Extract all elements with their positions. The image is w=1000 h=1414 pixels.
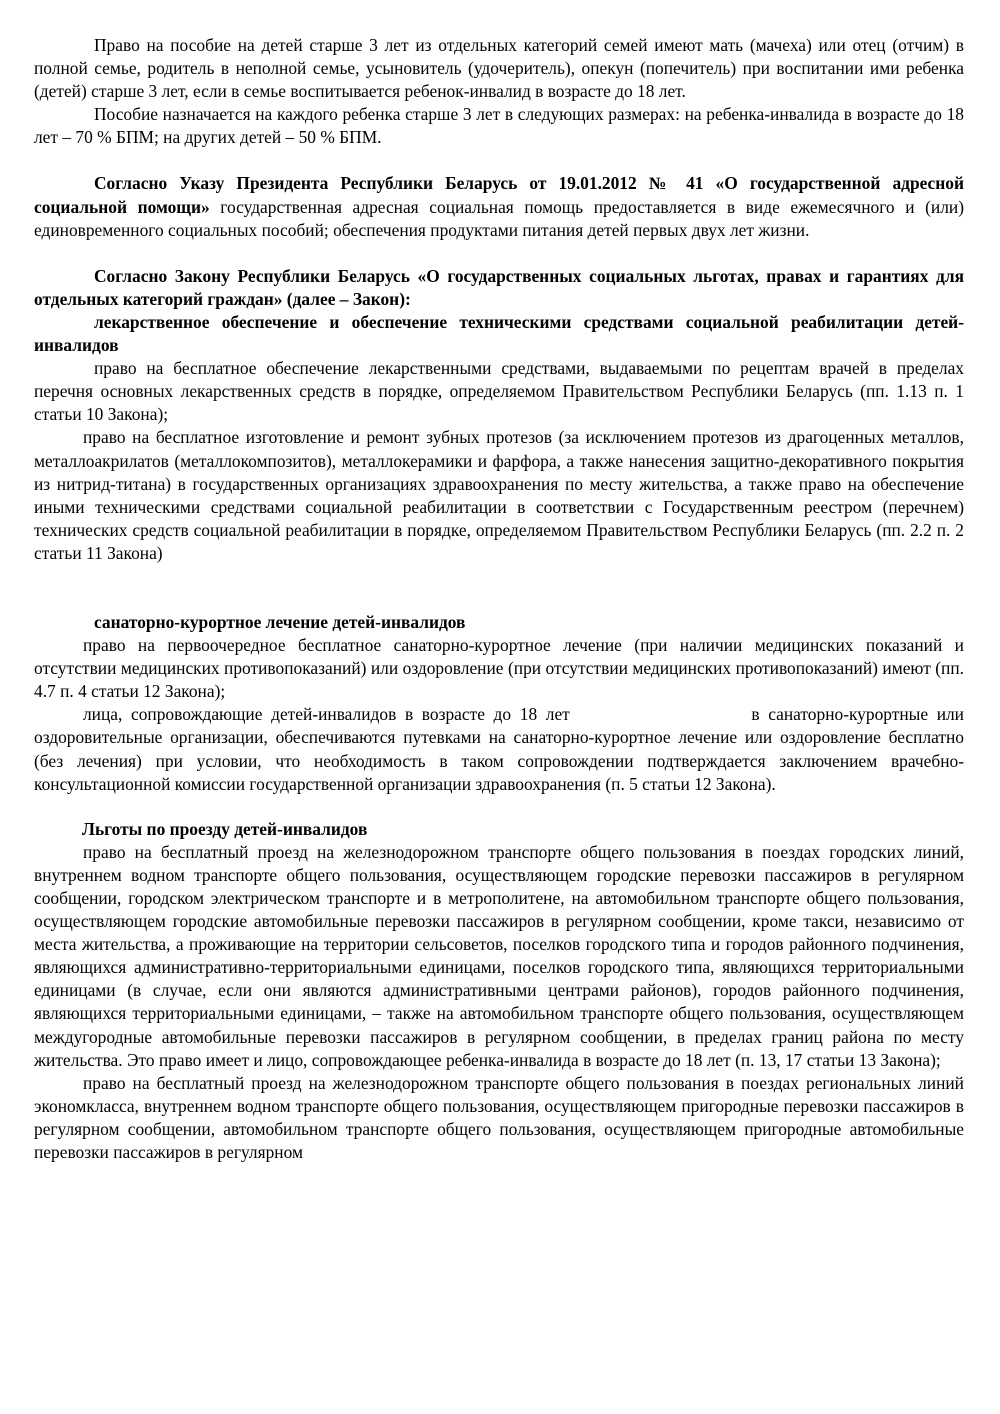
document-page	[34, 34, 969, 1164]
section-heading-sanatorium: санаторно-курортное лечение детей-инвалидов	[94, 611, 466, 632]
section-heading-travel: Льготы по проезду детей-инвалидов	[82, 818, 368, 839]
paragraph-regional-travel: право на бесплатный проезд на железнодорожном транспорте общего пользования в поездах региональных линий экономкласса, внутреннем водном транспорте общего пользования, осуществляющем пригородные перевозки пассажиров в регулярном сообщении, автомобильном транспорте общего пользования, осуществляющем пригородные автомобильные перевозки пассажиров в регулярном	[34, 1072, 964, 1163]
section-heading-medical: лекарственное обеспечение и обеспечение техническими средствами социальной реабилитации детей-инвалидов	[34, 311, 964, 356]
law-intro-heading: Согласно Закону Республики Беларусь «О государственных социальных льготах, правах и гарантиях для отдельных категорий граждан» (далее – Закон):	[34, 265, 964, 309]
paragraph-medicines: право на бесплатное обеспечение лекарственными средствами, выдаваемыми по рецептам врачей в пределах перечня основных лекарственных средств в порядке, определяемом Правительством Республики Беларусь (пп. 1.13 п. 1 статьи 10 Закона);	[34, 358, 964, 425]
paragraph-accompanying-persons: лица, сопровождающие детей-инвалидов в возрасте до 18 лет в санаторно-курортные или оздоровительные организации, обеспечиваются путевками на санаторно-курортное лечение или оздоровление бесплатно (без лечения) при условии, что необходимость в таком сопровождении подтверждается заключением врачебно-консультационной комиссии государственной организации здравоохранения (п. 5 статьи 12 Закона).	[34, 704, 969, 794]
paragraph-dental: право на бесплатное изготовление и ремонт зубных протезов (за исключением протезов из драгоценных металлов, металлоакрилатов (металлокомпозитов), металлокерамики и фарфора, а также нанесения защитно-декоративного покрытия из нитрид-титана) в государственных организациях здравоохранения по месту жительства, а также право на обеспечение иными техническими средствами социальной реабилитации в соответствии с Государственным реестром (перечнем) технических средств социальной реабилитации в порядке, определяемом Правительством Республики Беларусь (пп. 2.2 п. 2 статьи 11 Закона)	[34, 427, 964, 563]
paragraph-benefit-amounts: Пособие назначается на каждого ребенка старше 3 лет в следующих размерах: на ребенка-инвалида в возрасте до 18 лет – 70 % БПМ; на других детей – 50 % БПМ.	[34, 104, 964, 148]
paragraph-sanatorium-treatment: право на первоочередное бесплатное санаторно-курортное лечение (при наличии медицинских показаний и отсутствии медицинских противопоказаний) или оздоровление (при отсутствии медицинских противопоказаний) имеют (пп. 4.7 п. 4 статьи 12 Закона);	[34, 635, 964, 702]
paragraph-city-travel: право на бесплатный проезд на железнодорожном транспорте общего пользования в поездах городских линий, внутреннем водном транспорте общего пользования, осуществляющем городские перевозки пассажиров в регулярном сообщении, городском электрическом транспорте и в метрополитене, на автомобильном транспорте общего пользования, осуществляющем городские автомобильные перевозки пассажиров в регулярном сообщении, кроме такси, независимо от места жительства, а проживающие на территории сельсоветов, поселков городского типа и городов районного подчинения, являющихся административно-территориальными единицами, поселков городского типа, являющихся территориальными единицами (в случае, если они являются административными центрами районов), городов районного подчинения, являющихся территориальными единицами, – также на автомобильном транспорте общего пользования, осуществляющем междугородные автомобильные перевозки пассажиров в регулярном сообщении, в пределах границ района по месту жительства. Это право имеет и лицо, сопровождающее ребенка-инвалида в возрасте до 18 лет (п. 13, 17 статьи 13 Закона);	[34, 841, 964, 1070]
decree-text: государственная адресная социальная помощь предоставляется в виде ежемесячного и (или) единовременного социальных пособий; обеспечения продуктами питания детей первых двух лет жизни.	[34, 196, 964, 240]
paragraph-benefit-rights: Право на пособие на детей старше 3 лет из отдельных категорий семей имеют мать (мачеха) или отец (отчим) в полной семье, родитель в неполной семье, усыновитель (удочеритель), опекун (попечитель) при воспитании ими ребенка (детей) старше 3 лет, если в семье воспитывается ребенок-инвалид в возрасте до 18 лет.	[34, 35, 964, 102]
decree-reference: Согласно Указу Президента Республики Беларусь от 19.01.2012 № 41 «О государственной адресной социальной помощи»	[34, 173, 964, 217]
paragraph-decree	[34, 172, 964, 241]
